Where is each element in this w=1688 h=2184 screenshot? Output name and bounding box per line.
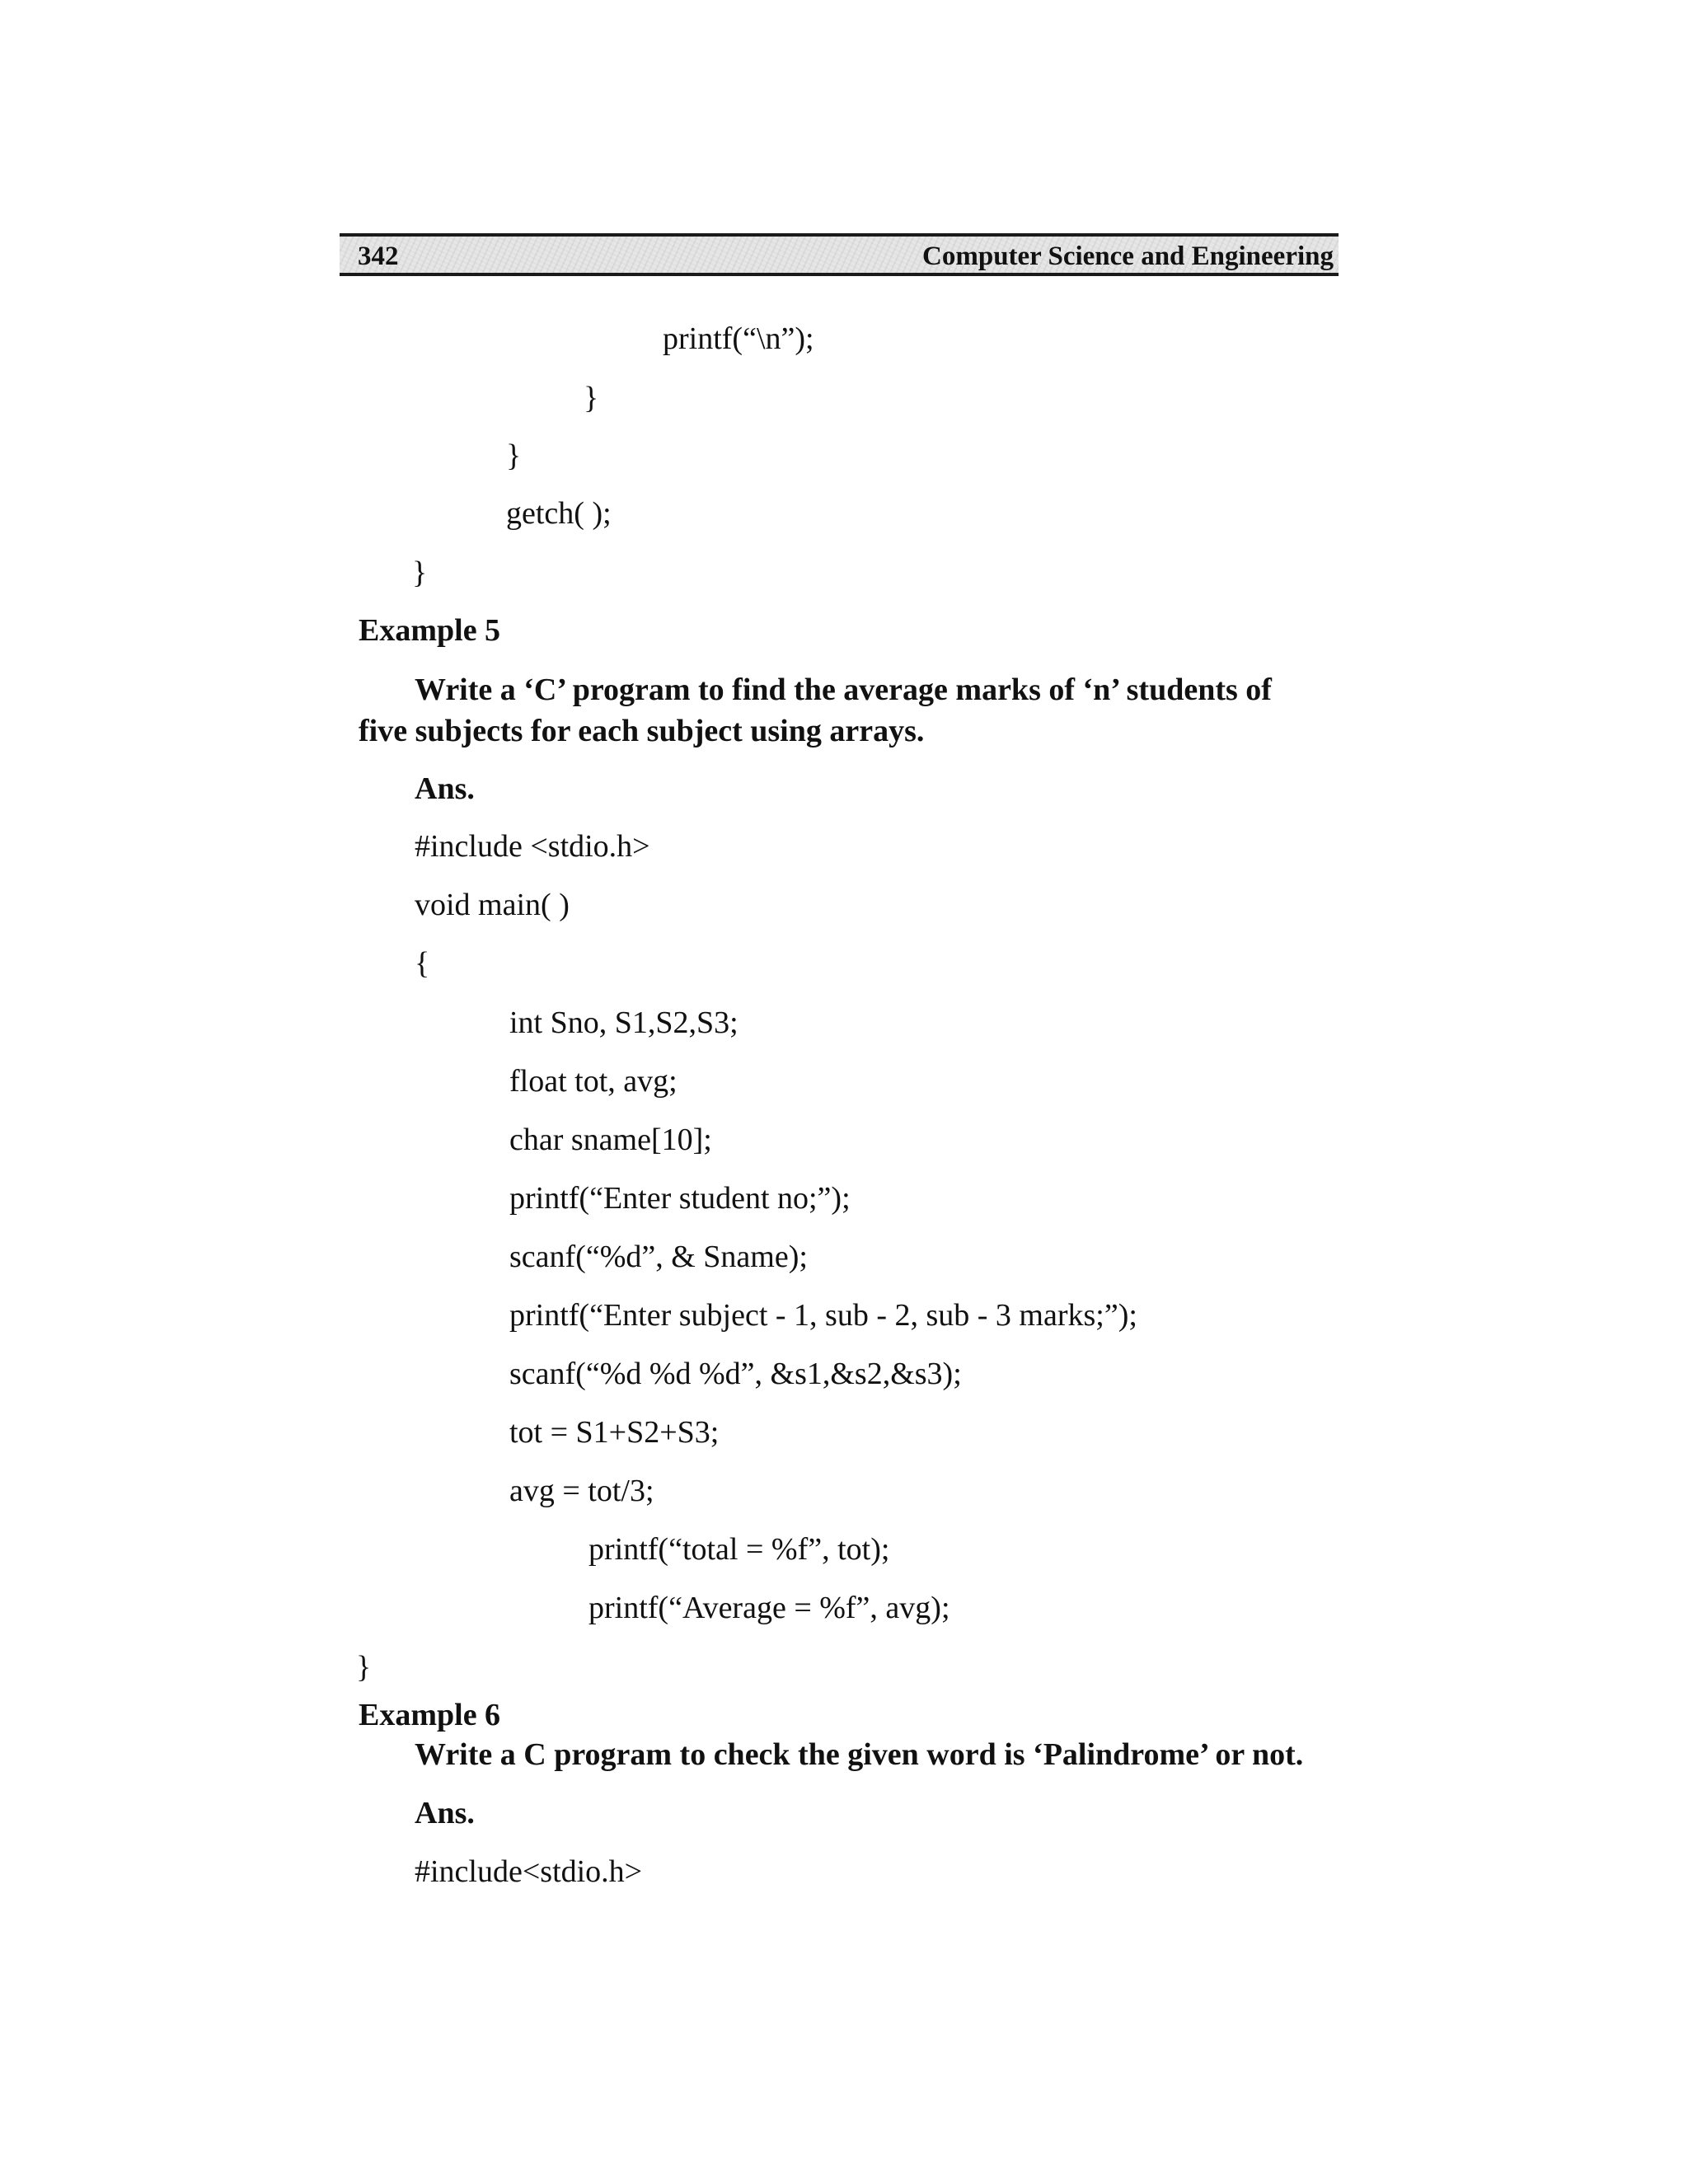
example-6-title: Example 6 [359,1698,501,1732]
code-line: printf(“\n”); [663,321,814,356]
running-title: Computer Science and Engineering [922,241,1334,271]
code-line: char sname[10]; [509,1122,712,1157]
code-line: printf(“total = %f”, tot); [588,1532,890,1567]
code-line: #include <stdio.h> [415,829,650,864]
code-line: tot = S1+S2+S3; [509,1415,720,1450]
code-line: scanf(“%d”, & Sname); [509,1240,808,1274]
code-line: } [356,1650,372,1685]
code-line: void main( ) [415,888,570,922]
code-line: #include<stdio.h> [415,1854,643,1889]
code-line: int Sno, S1,S2,S3; [509,1005,738,1040]
code-line: float tot, avg; [509,1064,678,1099]
code-line: scanf(“%d %d %d”, &s1,&s2,&s3); [509,1357,962,1391]
example-5-title: Example 5 [359,613,501,648]
example-5-answer-label: Ans. [415,771,475,806]
example-6-answer-label: Ans. [415,1796,475,1830]
code-line: } [412,555,428,590]
example-5-question: Write a ‘C’ program to find the average marks of ‘n’ students of five subjects for each subject using arrays. [359,673,1272,748]
code-line: printf(“Enter subject - 1, sub - 2, sub - 3 marks;”); [509,1298,1137,1333]
code-line: getch( ); [506,496,612,531]
example-6-question: Write a C program to check the given word is ‘Palindrome’ or not. [415,1737,1304,1772]
page-number: 342 [358,241,399,271]
code-line: } [506,438,522,473]
code-line: avg = tot/3; [509,1474,654,1508]
page-header [340,233,1339,276]
code-line: { [415,946,430,981]
code-line: } [584,381,599,415]
code-line: printf(“Average = %f”, avg); [588,1591,950,1625]
code-line: printf(“Enter student no;”); [509,1181,851,1216]
